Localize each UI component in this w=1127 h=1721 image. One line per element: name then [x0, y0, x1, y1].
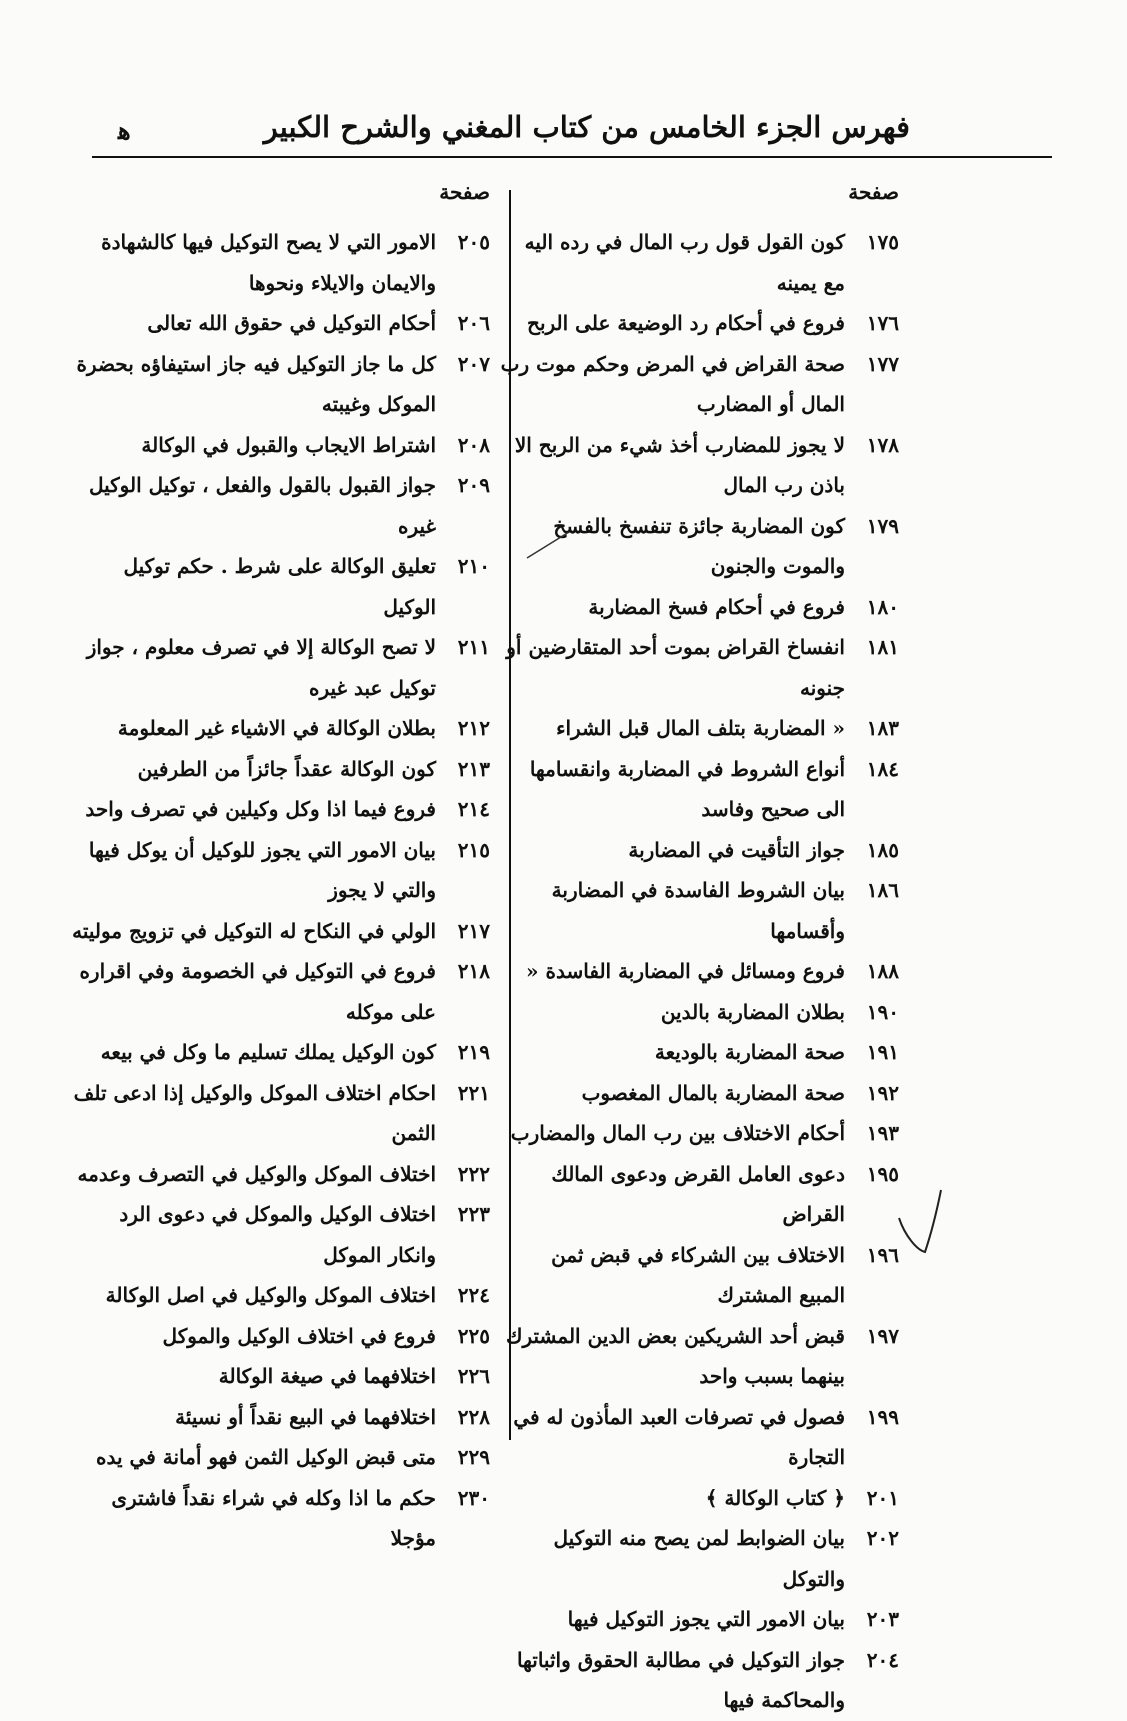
toc-entry-title: لا تصح الوكالة إلا في تصرف معلوم ، جواز توكيل عبد غيره: [86, 635, 436, 700]
toc-entry-title: لا يجوز للمضارب أخذ شيء من الربح الا باذن رب المال: [514, 432, 845, 497]
toc-entry: [499, 222, 899, 303]
toc-entry: [70, 708, 490, 749]
toc-entry-title: قبض أحد الشريكين بعض الدين المشترك بينهما بسبب واحد: [506, 1323, 845, 1388]
toc-page-number: ١٨٣: [866, 716, 899, 740]
toc-page-number: ١٧٩: [866, 513, 899, 538]
toc-page-number: ١٨٥: [866, 837, 899, 862]
toc-page-number: ١٩٥: [866, 1161, 899, 1186]
toc-page-number: ١٨٠: [866, 594, 899, 619]
toc-entry: [70, 1356, 490, 1397]
toc-entry-title: أحكام التوكيل في حقوق الله تعالى: [147, 311, 436, 335]
toc-entry: [499, 1518, 899, 1599]
toc-entry: [499, 1316, 899, 1397]
toc-page-number: ٢٠٧: [457, 351, 490, 376]
toc-entry: [70, 830, 490, 911]
toc-entry-title: أحكام الاختلاف بين رب المال والمضارب: [510, 1121, 845, 1145]
toc-entry: [499, 992, 899, 1033]
toc-page-number: ١٩٠: [866, 999, 899, 1024]
toc-entry: [499, 627, 899, 708]
toc-entry-title: جواز التأقيت في المضاربة: [628, 837, 845, 862]
toc-page-number: ٢٠٤: [866, 1647, 899, 1672]
toc-entry-title: أنواع الشروط في المضاربة وانقسامها الى صحيح وفاسد: [529, 756, 845, 821]
toc-entry: [499, 870, 899, 951]
toc-entry-title: متى قبض الوكيل الثمن فهو أمانة في يده: [96, 1445, 436, 1469]
toc-entry-title: فروع في أحكام رد الوضيعة على الربح: [527, 311, 845, 335]
toc-entry: [499, 951, 899, 992]
left-column-header: صفحة: [439, 180, 490, 204]
toc-entry-title: جواز التوكيل في مطالبة الحقوق واثباتها والمحاكمة فيها: [516, 1647, 845, 1712]
toc-entry-title: حكم ما اذا وكله في شراء نقداً فاشترى مؤجلا: [111, 1485, 436, 1550]
toc-entry-title: تعليق الوكالة على شرط . حكم توكيل الوكيل: [123, 554, 436, 619]
toc-entry-title: اختلافهما في البيع نقداً أو نسيئة: [175, 1404, 436, 1429]
toc-entry-title: فروع ومسائل في المضاربة الفاسدة «: [526, 959, 845, 983]
toc-entry: [70, 1073, 490, 1154]
toc-entry-title: صحة القراض في المرض وحكم موت رب المال أو المضارب: [500, 351, 845, 416]
toc-entry: [499, 303, 899, 344]
toc-page-number: ٢١٣: [457, 756, 490, 781]
toc-entry-title: انفساخ القراض بموت أحد المتقارضين أو جنونه: [506, 635, 845, 700]
toc-page-number: ٢١٤: [457, 797, 490, 821]
toc-page-number: ١٩١: [866, 1040, 899, 1064]
toc-page-number: ١٨٤: [866, 756, 899, 781]
toc-page-number: ١٩٣: [866, 1121, 899, 1145]
toc-entry-title: اشتراط الايجاب والقبول في الوكالة: [141, 432, 436, 457]
toc-entry: [70, 627, 490, 708]
toc-entry-title: ﴿ كتاب الوكالة ﴾: [705, 1485, 845, 1510]
toc-entry-title: بطلان المضاربة بالدين: [660, 999, 845, 1024]
toc-page-number: ١٩٧: [866, 1323, 899, 1348]
right-column-header: صفحة: [848, 180, 899, 204]
toc-page-number: ١٧٦: [866, 311, 899, 335]
toc-entry: [499, 1235, 899, 1316]
toc-entry: [70, 911, 490, 952]
toc-entry-title: كون الوكيل يملك تسليم ما وكل في بيعه: [100, 1040, 436, 1064]
toc-entry: [70, 1154, 490, 1195]
toc-entry: [70, 1397, 490, 1438]
toc-entry-title: دعوى العامل القرض ودعوى المالك القراض: [551, 1161, 845, 1226]
toc-entry: [70, 425, 490, 466]
toc-entry-title: اختلافهما في صيغة الوكالة: [218, 1364, 436, 1388]
page-title: فهرس الجزء الخامس من كتاب المغني والشرح الكبير: [263, 110, 910, 144]
toc-page-number: ٢٠٢: [866, 1526, 899, 1550]
toc-entry-title: صحة المضاربة بالوديعة: [654, 1040, 845, 1064]
toc-entry: [70, 789, 490, 830]
toc-page-number: ٢١٨: [457, 959, 490, 983]
toc-entry-title: صحة المضاربة بالمال المغصوب: [581, 1080, 845, 1105]
toc-entry: [499, 749, 899, 830]
toc-page-number: ٢٠٦: [457, 311, 490, 335]
toc-entry: [499, 1113, 899, 1154]
page-header: [90, 110, 1050, 156]
toc-entry: [499, 1032, 899, 1073]
toc-entry-title: فروع فيما اذا وكل وكيلين في تصرف واحد: [85, 797, 436, 821]
toc-page-number: ٢٠٥: [457, 230, 490, 254]
toc-entry-title: فصول في تصرفات العبد المأذون له في التجارة: [513, 1404, 845, 1469]
toc-entry-title: بيان الامور التي يجوز للوكيل أن يوكل فيها والتي لا يجوز: [88, 837, 436, 902]
toc-page-number: ٢١١: [457, 635, 490, 659]
toc-page-number: ٢٢٥: [457, 1323, 490, 1348]
toc-entry-title: كون القول قول رب المال في رده اليه مع يمينه: [524, 230, 845, 295]
toc-page-number: ٢٠٩: [457, 473, 490, 497]
toc-entry-title: فروع في أحكام فسخ المضاربة: [588, 594, 845, 619]
toc-entry-title: كون الوكالة عقداً جائزاً من الطرفين: [137, 756, 436, 781]
toc-page-number: ٢١٢: [457, 716, 490, 740]
right-column: [499, 222, 899, 1721]
toc-entry: [499, 1599, 899, 1640]
toc-entry-title: بطلان الوكالة في الاشياء غير المعلومة: [117, 716, 436, 740]
toc-entry-title: الاختلاف بين الشركاء في قبض ثمن المبيع المشترك: [551, 1242, 845, 1307]
toc-page-number: ١٨٦: [866, 878, 899, 902]
toc-entry: [499, 830, 899, 871]
toc-entry-title: الامور التي لا يصح التوكيل فيها كالشهادة والايمان والايلاء ونحوها: [101, 230, 436, 295]
toc-entry-title: فروع في اختلاف الوكيل والموكل: [162, 1323, 436, 1348]
toc-page-number: ١٩٩: [866, 1404, 899, 1429]
toc-page-number: ١٩٢: [866, 1080, 899, 1105]
pencil-check-mark: [895, 1180, 955, 1260]
page-number-mark: ﻫ: [118, 116, 131, 145]
toc-entry: [499, 1478, 899, 1519]
toc-page-number: ١٧٨: [866, 432, 899, 457]
toc-page-number: ١٧٧: [866, 351, 899, 376]
toc-entry: [70, 1437, 490, 1478]
toc-entry: [70, 465, 490, 546]
toc-page-number: ٢٢٢: [457, 1161, 490, 1186]
toc-page-number: ٢٢٨: [457, 1404, 490, 1429]
toc-entry: [70, 1032, 490, 1073]
toc-entry-title: كل ما جاز التوكيل فيه جاز استيفاؤه بحضرة الموكل وغيبته: [76, 351, 436, 416]
toc-entry-title: كون المضاربة جائزة تنفسخ بالفسخ والموت والجنون: [553, 513, 845, 578]
toc-entry: [499, 587, 899, 628]
toc-entry: [70, 1275, 490, 1316]
toc-page-number: ٢١٩: [457, 1040, 490, 1064]
toc-page-number: ٢٣٠: [457, 1485, 490, 1510]
toc-entry: [70, 951, 490, 1032]
toc-entry-title: « المضاربة بتلف المال قبل الشراء: [556, 716, 845, 740]
toc-entry: [70, 1194, 490, 1275]
toc-page-number: ١٩٦: [866, 1242, 899, 1267]
toc-entry-title: فروع في التوكيل في الخصومة وفي اقراره على موكله: [79, 959, 436, 1024]
toc-entry: [70, 222, 490, 303]
toc-entry: [70, 546, 490, 627]
toc-entry: [499, 344, 899, 425]
toc-page-number: ٢١٥: [457, 837, 490, 862]
toc-page-number: ٢٢٤: [457, 1283, 490, 1307]
toc-page-number: ٢٢٦: [457, 1364, 490, 1388]
toc-entry: [70, 303, 490, 344]
toc-entry-title: اختلاف الموكل والوكيل في اصل الوكالة: [105, 1283, 436, 1307]
toc-entry: [70, 749, 490, 790]
toc-page-number: ١٧٥: [866, 230, 899, 254]
toc-entry-title: احكام اختلاف الموكل والوكيل إذا ادعى تلف الثمن: [73, 1080, 436, 1145]
toc-page-number: ٢٢٣: [457, 1202, 490, 1226]
pencil-slash-mark: [525, 530, 571, 560]
toc-entry-title: بيان الشروط الفاسدة في المضاربة وأقسامها: [551, 878, 845, 943]
toc-entry: [70, 344, 490, 425]
toc-entry: [499, 1154, 899, 1235]
toc-entry-title: بيان الامور التي يجوز التوكيل فيها: [567, 1607, 845, 1631]
toc-page-number: ٢٢٩: [457, 1445, 490, 1469]
toc-page-number: ٢٠٣: [866, 1607, 899, 1631]
header-divider: [92, 156, 1052, 158]
toc-entry: [499, 1073, 899, 1114]
toc-entry: [499, 708, 899, 749]
toc-entry: [499, 1640, 899, 1721]
toc-page-number: ٢١٧: [457, 918, 490, 943]
left-column: [70, 222, 490, 1559]
toc-page-number: ٢٠٨: [457, 432, 490, 457]
toc-page-number: ٢٠١: [866, 1485, 899, 1510]
toc-entry: [499, 1397, 899, 1478]
toc-page-number: ٢١٠: [457, 554, 490, 578]
toc-entry-title: بيان الضوابط لمن يصح منه التوكيل والتوكل: [553, 1526, 845, 1591]
toc-entry-title: الولي في النكاح له التوكيل في تزويج موليته: [72, 918, 436, 943]
toc-page-number: ٢٢١: [457, 1080, 490, 1105]
toc-entry-title: اختلاف الموكل والوكيل في التصرف وعدمه: [77, 1161, 436, 1186]
toc-entry: [499, 425, 899, 506]
toc-page-number: ١٨١: [866, 635, 899, 659]
toc-page-number: ١٨٨: [866, 959, 899, 983]
toc-entry-title: اختلاف الوكيل والموكل في دعوى الرد وانكار الموكل: [119, 1202, 436, 1267]
toc-entry: [70, 1478, 490, 1559]
toc-entry-title: جواز القبول بالقول والفعل ، توكيل الوكيل غيره: [88, 473, 436, 538]
toc-entry: [70, 1316, 490, 1357]
